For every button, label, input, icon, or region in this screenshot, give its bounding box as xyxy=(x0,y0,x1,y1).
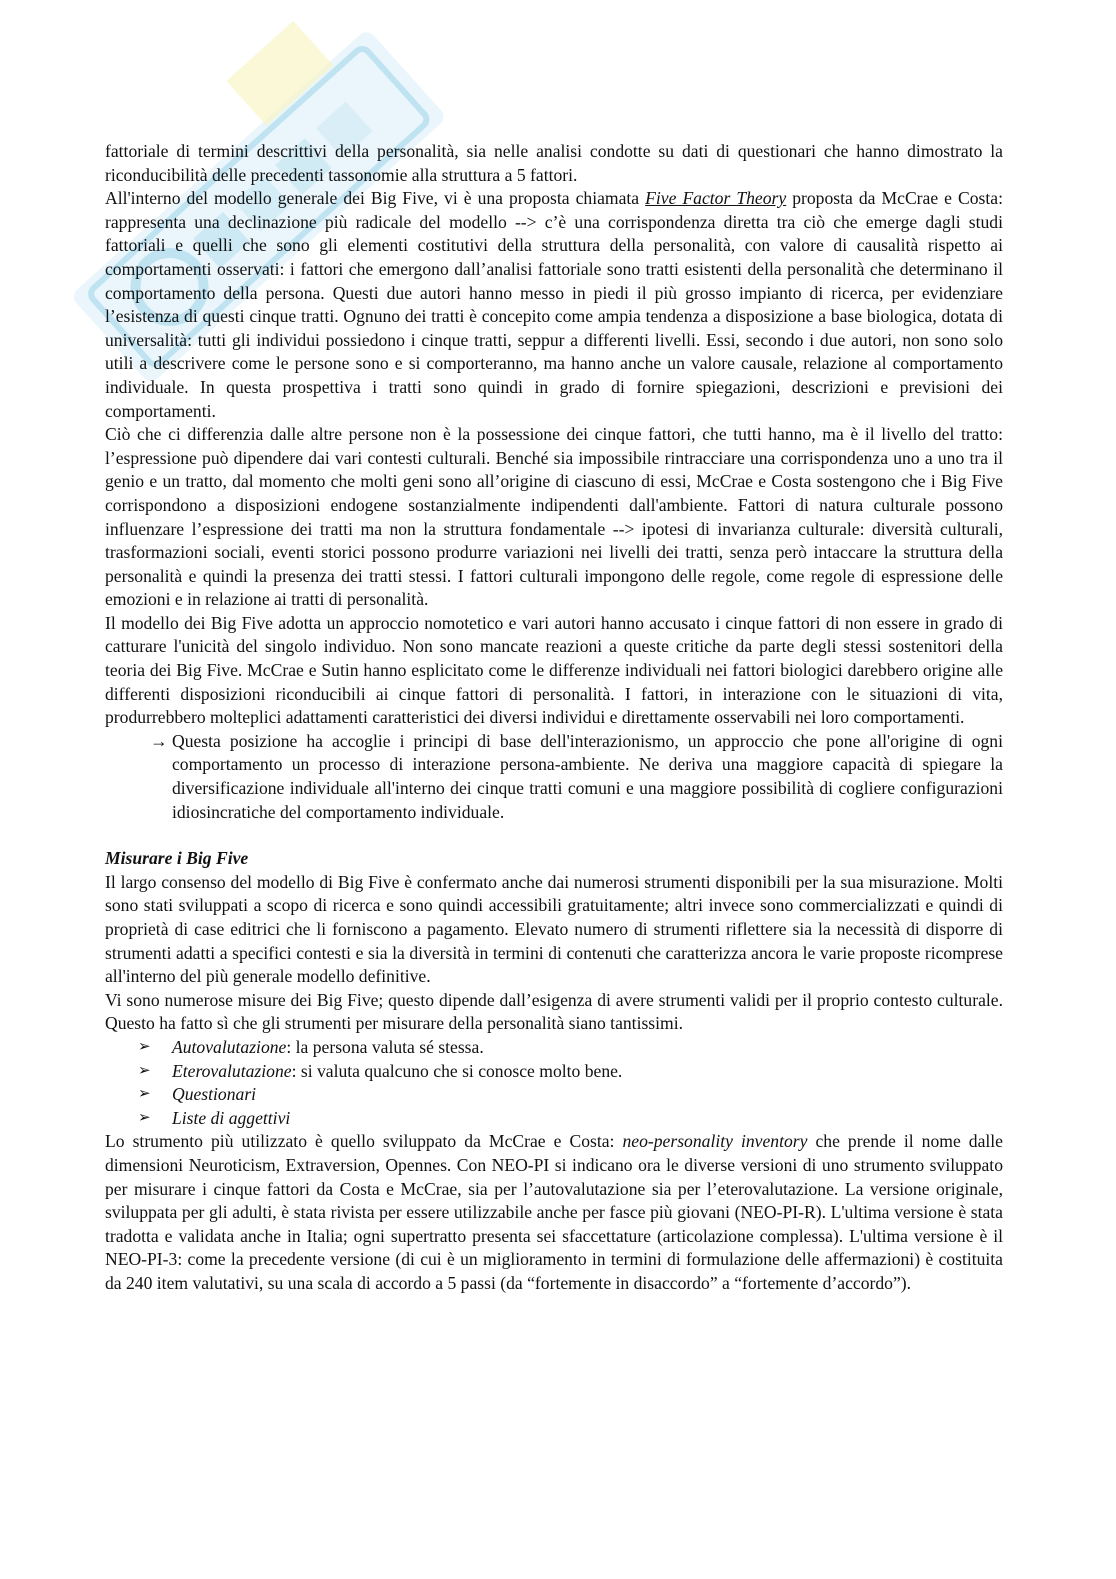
list-item xyxy=(138,1107,1003,1131)
bullet-arrow-icon: ➢ xyxy=(138,1086,151,1103)
list-item xyxy=(138,1060,1003,1084)
arrow-list-item xyxy=(105,730,1003,824)
bullet-arrow-icon: ➢ xyxy=(138,1109,151,1126)
paragraph-1: fattoriale di termini descrittivi della personalità, sia nelle analisi condotte su dati di questionari che hanno dimostrato la riconducibilità delle precedenti tassonomie alla struttura a 5 fattori. xyxy=(105,141,1003,185)
list-item xyxy=(138,1036,1003,1060)
document-page xyxy=(105,140,1003,1296)
neo-pi-term: neo-personality inventory xyxy=(622,1131,808,1152)
five-factor-theory-link[interactable]: Five Factor Theory xyxy=(645,188,787,209)
bullet-term: Liste di aggettivi xyxy=(172,1107,291,1128)
paragraph-6: Vi sono numerose misure dei Big Five; questo dipende dall’esigenza di avere strumenti validi per il proprio contesto culturale. Questo ha fatto sì che gli strumenti per misurare della personalità siano tantissimi. xyxy=(105,989,1003,1034)
bullet-arrow-icon: ➢ xyxy=(138,1062,151,1079)
bullet-term: Eterovalutazione xyxy=(172,1060,292,1081)
paragraph-7 xyxy=(105,1130,1003,1295)
paragraph-2-start: All'interno del modello generale dei Big Five, vi è una proposta chiamata xyxy=(105,188,646,209)
arrow-icon: → xyxy=(150,730,168,751)
bullet-list xyxy=(105,1036,1003,1130)
paragraph-2-end: proposta da McCrae e Costa: rappresenta una declinazione più radicale del modello --> c’è una corrispondenza diretta tra ciò che emerge dagli studi fattoriali e quelli che sono gli elementi costitutivi della struttura della personalità, con valore di causalità rispetto ai comportamenti osservati: i fattori che emergono dall’analisi fattoriale sono tratti esistenti della personalità che determinano il comportamento della persona. Questi due autori hanno messo in piedi il più grosso impianto di ricerca, per evidenziare l’esistenza di questi cinque tratti. Ognuno dei tratti è concepito come ampia tendenza a disposizione a base biologica, dotata di universalità: tutti gli individui possiedono i cinque tratti, seppur a differenti livelli. Essi, secondo i due autori, non sono solo utili a descrivere come le persone sono e si comporteranno, ma hanno anche un valore causale, relazione al comportamento individuale. In questa prospettiva i tratti sono quindi in grado di fornire spiegazioni, descrizioni e previsioni dei comportamenti. xyxy=(105,188,1003,421)
paragraph-7-end: che prende il nome dalle dimensioni Neuroticism, Extraversion, Opennes. Con NEO-PI si indicano ora le diverse versioni di uno strumento sviluppato per misurare i cinque fattori da Costa e McCrae, sia per l’autovalutazione sia per l’eterovalutazione. La versione originale, sviluppata per gli adulti, è stata rivista per essere utilizzabile anche per fasce più giovani (NEO-PI-R). L'ultima versione è stata tradotta e validata anche in Italia; ogni supertratto presenta sei sfaccettature (articolazione complessa). L'ultima versione è il NEO-PI-3: come la precedente versione (di cui è un miglioramento in termini di formulazione delle affermazioni) è costituita da 240 item valutativi, su una scala di accordo a 5 passi (da “fortemente in disaccordo” a “fortemente d’accordo”). xyxy=(105,1131,1003,1293)
paragraph-4: Il modello dei Big Five adotta un approccio nomotetico e vari autori hanno accusato i cinque fattori di non essere in grado di catturare l'unicità del singolo individuo. Non sono mancate reazioni a queste critiche da parte degli stessi sostenitori della teoria dei Big Five. McCrae e Sutin hanno esplicitato come le differenze individuali nei fattori biologici darebbero origine alle differenti disposizioni riconducibili ai cinque fattori di personalità. I fattori, in interazione con le situazioni di vita, produrrebbero molteplici adattamenti caratteristici dei diversi individui e direttamente osservabili nei loro comportamenti. xyxy=(105,612,1003,728)
paragraph-3: Ciò che ci differenzia dalle altre persone non è la possessione dei cinque fattori, che tutti hanno, ma è il livello del tratto: l’espressione può dipendere dai vari contesti culturali. Benché sia impossibile rintracciare una corrispondenza uno a uno tra il genio e un tratto, dal momento che molti geni sono all’origine di ciascuno di essi, McCrae e Costa sostengono che i Big Five corrispondono a disposizioni endogene sostanzialmente indipendenti dall'ambiente. Fattori di natura culturale possono influenzare l’espressione dei tratti ma non la struttura fondamentale --> ipotesi di invarianza culturale: diversità culturali, trasformazioni sociali, eventi storici possono produrre variazioni nei livelli dei tratti, senza però intaccare la struttura della personalità e quindi la presenza dei tratti stessi. I fattori culturali impongono delle regole, come regole di espressione delle emozioni e in relazione ai tratti di personalità. xyxy=(105,424,1003,610)
paragraph-5: Il largo consenso del modello di Big Five è confermato anche dai numerosi strumenti disponibili per la sua misurazione. Molti sono stati sviluppati a scopo di ricerca e sono quindi accessibili gratuitamente; altri invece sono commercializzati e quindi di proprietà di case editrici che li forniscono a pagamento. Elevato numero di strumenti riflettere sia la necessità di disporre di strumenti adatti a specifici contesti e sia la diversità in termini di contenuti che caratterizza ancora le varie proposte ricomprese all'interno del più generale modello definitive. xyxy=(105,871,1003,987)
bullet-term: Autovalutazione xyxy=(172,1036,287,1057)
arrow-item-text: Questa posizione ha accoglie i principi di base dell'interazionismo, un approccio che pone all'origine di ogni comportamento un processo di interazione persona-ambiente. Ne deriva una maggiore capacità di spiegare la diversificazione individuale all'interno dei cinque tratti comuni e una maggiore possibilità di cogliere configurazioni idiosincratiche del comportamento individuale. xyxy=(172,730,1003,822)
bullet-term: Questionari xyxy=(172,1084,257,1105)
paragraph-2 xyxy=(105,187,1003,423)
bullet-arrow-icon: ➢ xyxy=(138,1038,151,1055)
bullet-rest: : si valuta qualcuno che si conosce molto bene. xyxy=(291,1060,623,1081)
list-item xyxy=(138,1083,1003,1107)
bullet-rest: : la persona valuta sé stessa. xyxy=(286,1036,484,1057)
section-title: Misurare i Big Five xyxy=(105,848,249,869)
paragraph-7-start: Lo strumento più utilizzato è quello sviluppato da McCrae e Costa: xyxy=(105,1131,623,1152)
